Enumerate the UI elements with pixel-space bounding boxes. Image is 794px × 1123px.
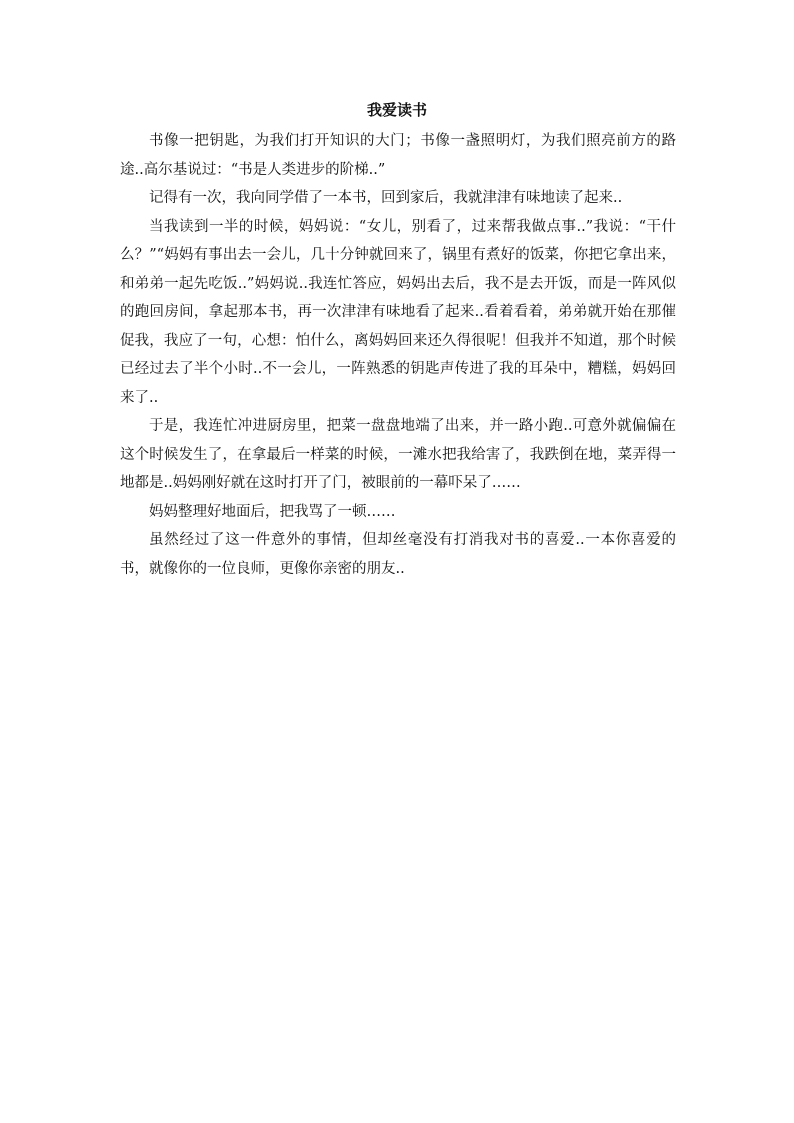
paragraph-2: 记得有一次，我向同学借了一本书，回到家后，我就津津有味地读了起来.. — [149, 190, 623, 206]
paragraph-3: 当我读到一半的时候，妈妈说：“女儿，别看了，过来帮我做点事..”我说：“干什么？”“妈妈有事出去一会儿，几十分钟就回来了，锅里有煮好的饭菜，你把它拿出来，和弟弟一起先吃饭..”妈妈说..我连忙答应，妈妈出去后，我不是去开饭，而是一阵风似的跑回房间，拿起那本书，再一次津津有味地看了起来..看着看着，弟弟就开始在那催促我，我应了一句，心想：怕什么，离妈妈回来还久得很呢！但我并不知道，那个时候已经过去了半个小时..不一会儿，一阵熟悉的钥匙声传进了我的耳朵中，糟糕，妈妈回来了.. — [120, 218, 676, 406]
document-body — [120, 127, 676, 583]
paragraph-1: 书像一把钥匙，为我们打开知识的大门；书像一盏照明灯，为我们照亮前方的路途..高尔基说过：“书是人类进步的阶梯..” — [120, 133, 676, 178]
document-title: 我爱读书 — [366, 101, 427, 119]
paragraph-6: 虽然经过了这一件意外的事情，但却丝毫没有打消我对书的喜爱..一本你喜爱的书，就像你的一位良师，更像你亲密的朋友.. — [120, 532, 676, 577]
paragraph-5: 妈妈整理好地面后，把我骂了一顿…… — [149, 503, 396, 520]
paragraph-4: 于是，我连忙冲进厨房里，把菜一盘盘地端了出来，并一路小跑..可意外就偏偏在这个时候发生了，在拿最后一样菜的时候，一滩水把我给害了，我跌倒在地，菜弄得一地都是..妈妈刚好就在这时打开了门，被眼前的一幕吓呆了…… — [120, 418, 676, 491]
